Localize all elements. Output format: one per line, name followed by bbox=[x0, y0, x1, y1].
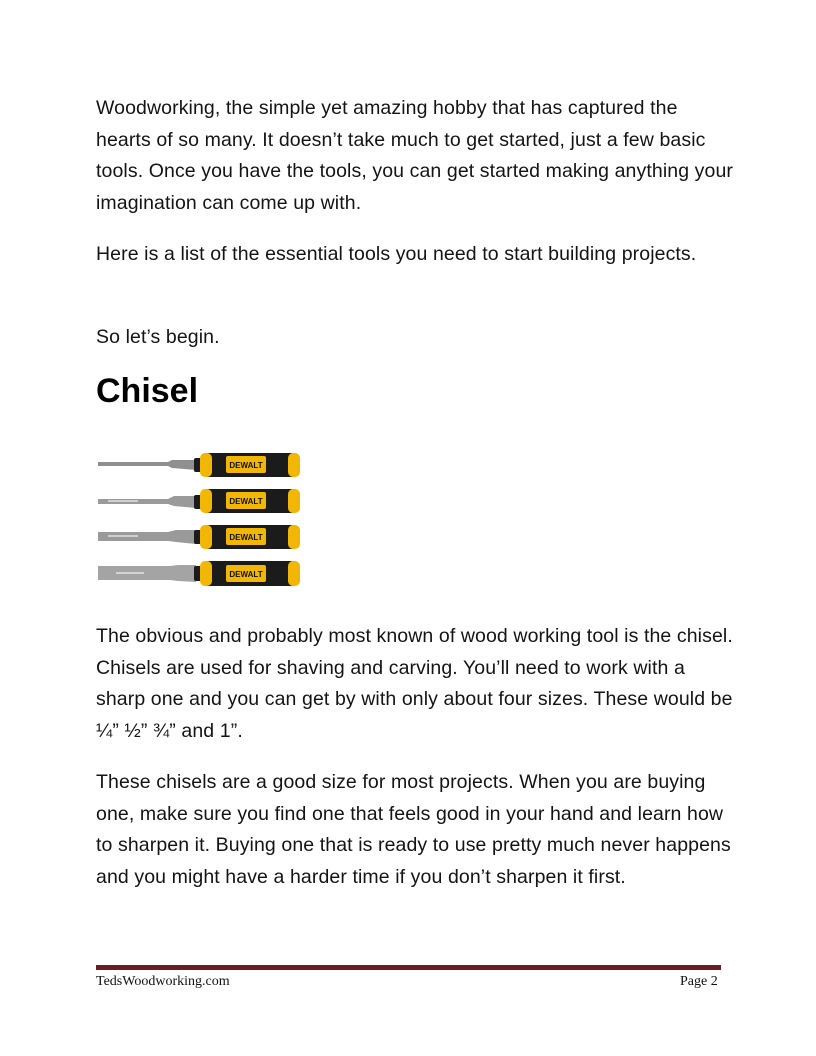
chisel-1 bbox=[98, 453, 300, 477]
section-heading-chisel: Chisel bbox=[96, 372, 199, 410]
svg-text:DEWALT: DEWALT bbox=[229, 570, 263, 579]
begin-paragraph: So let’s begin. bbox=[96, 326, 220, 348]
footer-page-number: Page 2 bbox=[680, 974, 718, 989]
tools-list-paragraph: Here is a list of the essential tools you need to start building projects. bbox=[96, 243, 697, 265]
chisel-4 bbox=[98, 561, 300, 586]
svg-text:DEWALT: DEWALT bbox=[229, 497, 263, 506]
footer-divider bbox=[96, 965, 721, 970]
svg-text:DEWALT: DEWALT bbox=[229, 461, 263, 470]
chisel-2 bbox=[98, 489, 300, 513]
chisel-description-paragraph: The obvious and probably most known of wood working tool is the chisel. Chisels are used for shaving and carving. You’ll need to work with a sharp one and you can get by with only about four sizes. These would be ¼” ½” ¾” and 1”. bbox=[96, 625, 733, 742]
intro-paragraph: Woodworking, the simple yet amazing hobby that has captured the hearts of so many. It doesn’t take much to get started, just a few basic tools. Once you have the tools, you can get started making anything your imagination can come up with. bbox=[96, 97, 733, 214]
chisel-set-image bbox=[96, 446, 302, 594]
footer-site-name: TedsWoodworking.com bbox=[96, 974, 230, 989]
chisel-advice-paragraph: These chisels are a good size for most projects. When you are buying one, make sure you find one that feels good in your hand and learn how to sharpen it. Buying one that is ready to use pretty much never happens and you might have a harder time if you don’t sharpen it first. bbox=[96, 771, 731, 888]
chisel-3 bbox=[98, 525, 300, 549]
svg-text:DEWALT: DEWALT bbox=[229, 533, 263, 542]
